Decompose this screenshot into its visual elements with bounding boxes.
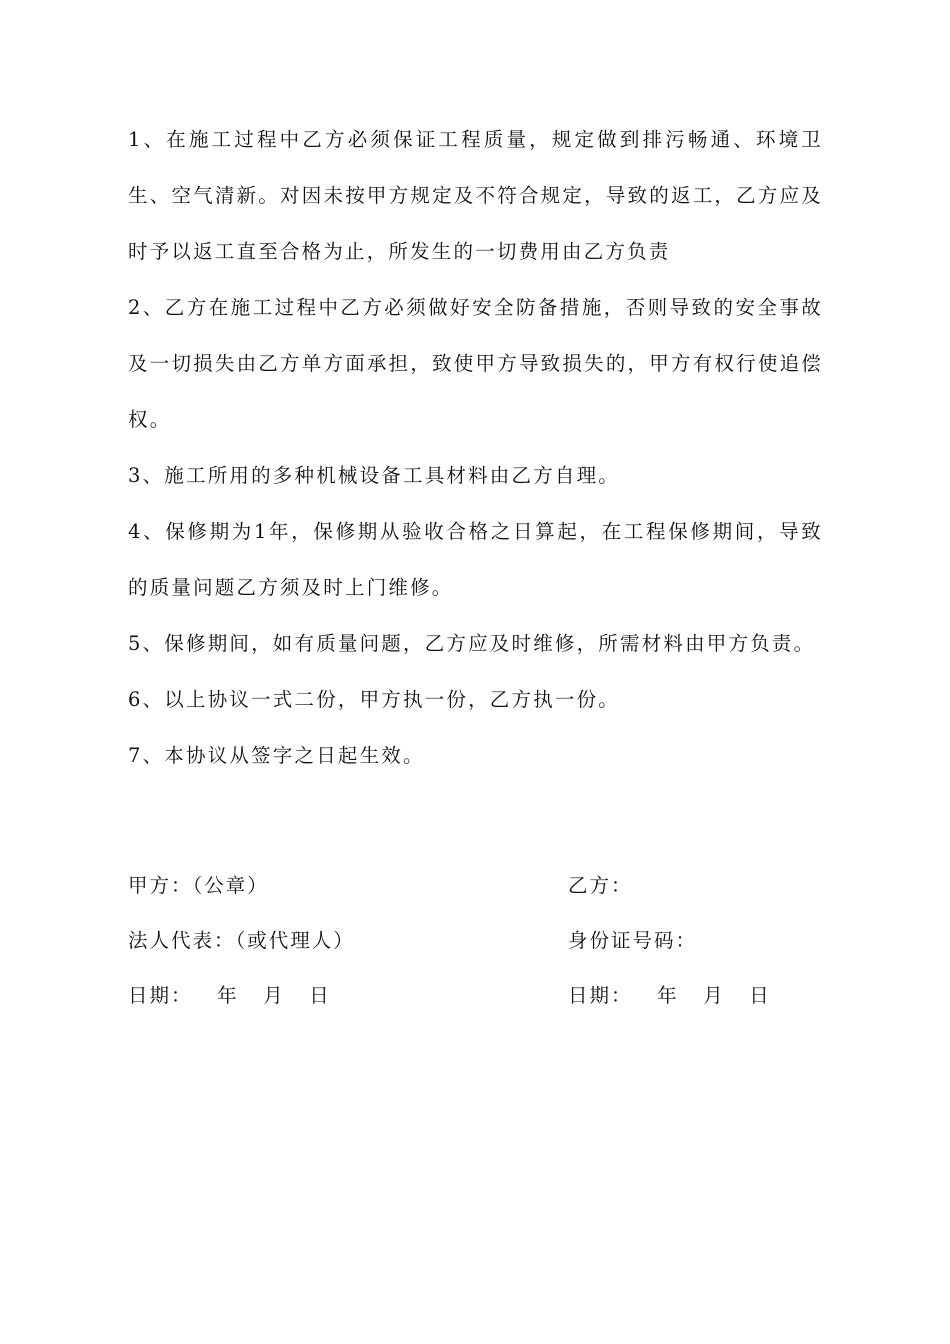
clause-1: 1、在施工过程中乙方必须保证工程质量，规定做到排污畅通、环境卫生、空气清新。对因未按甲方规定及不符合规定，导致的返工，乙方应及时予以返工直至合格为止，所发生的一切费用由乙方负责 xyxy=(128,128,823,263)
clause-7: 7、本协议从签字之日起生效。 xyxy=(128,744,425,767)
clause-5: 5、保修期间，如有质量问题，乙方应及时维修，所需材料由甲方负责。 xyxy=(128,632,816,655)
date-a-label: 日期： 年 月 日 xyxy=(128,984,331,1007)
clause-4: 4、保修期为1年，保修期从验收合格之日算起，在工程保修期间，导致的质量问题乙方须及时上门维修。 xyxy=(128,520,823,599)
party-b-label: 乙方： xyxy=(568,874,633,897)
legal-representative-label: 法人代表：（或代理人） xyxy=(128,929,355,952)
clause-2: 2、乙方在施工过程中乙方必须做好安全防备措施，否则导致的安全事故及一切损失由乙方单方面承担，致使甲方导致损失的，甲方有权行使追偿权。 xyxy=(128,296,823,431)
id-number-label: 身份证号码： xyxy=(568,929,698,952)
date-b-label: 日期： 年 月 日 xyxy=(568,984,771,1007)
agreement-clauses xyxy=(128,112,823,784)
clause-6: 6、以上协议一式二份，甲方执一份，乙方执一份。 xyxy=(128,688,621,711)
clause-3: 3、施工所用的多种机械设备工具材料由乙方自理。 xyxy=(128,464,621,487)
party-a-label: 甲方：（公章） xyxy=(128,874,269,897)
